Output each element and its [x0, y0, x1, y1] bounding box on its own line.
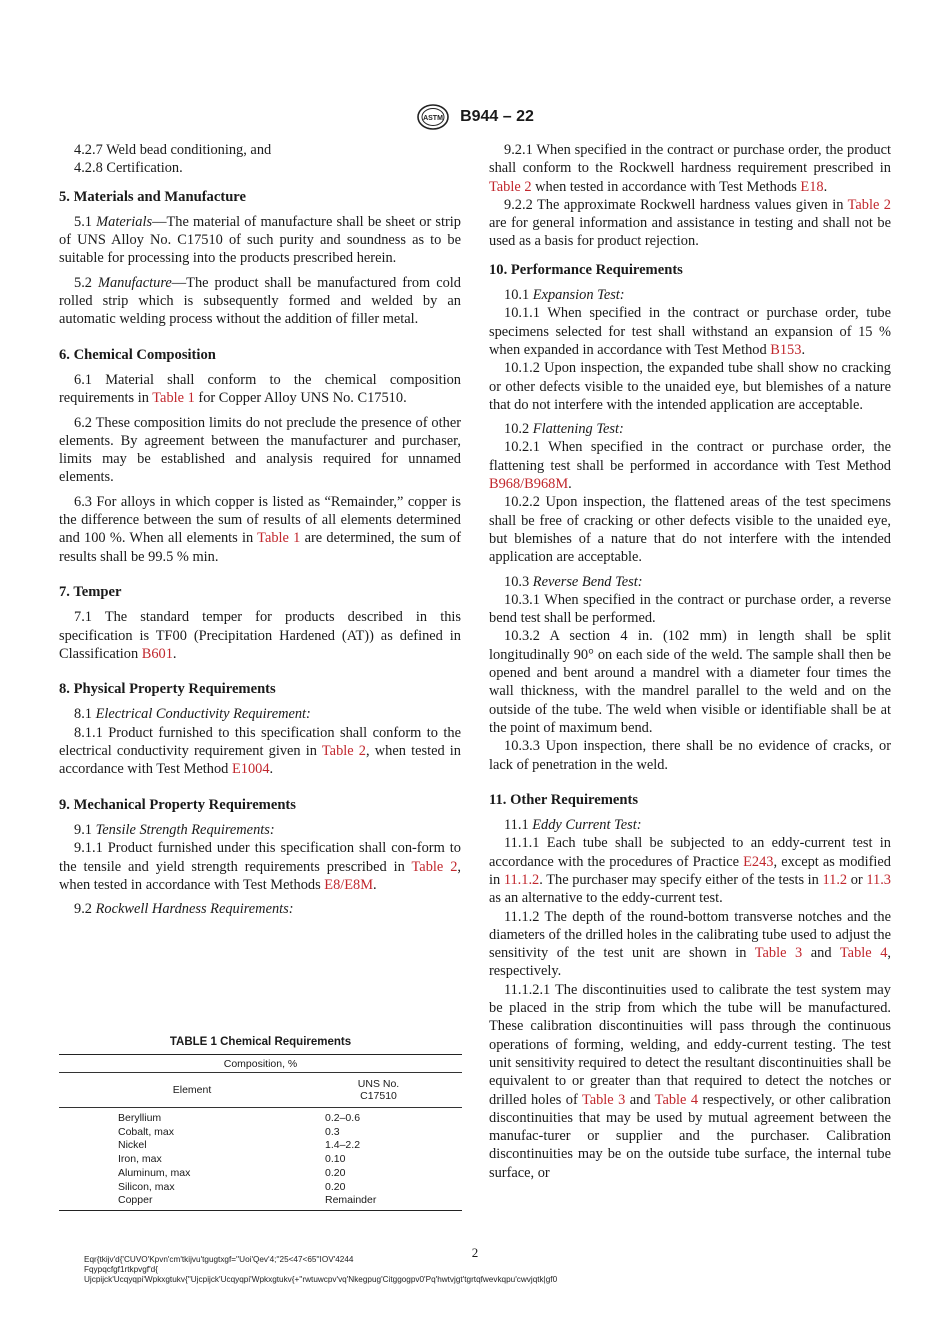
clause-11-1-2-1: 11.1.2.1 The discontinuities used to calibrate the test system may be placed in the strip from which the tube will be manufactured. These calibration discontinuities will pass through the continuous operations of forming, welding, and eddy-current testing. The test unit sensitivity required to detect the resultant discontinuities shall be equivalent to or greater than that required to detect the notches or drilled holes of Table 3 and Table 4 respectively, or other calibration discontinuities that may be used by mutual agreement between the manufac-turer or supplier and the purchaser. Calibration discontinuities may be on the outside tube surface, the internal tube surface, or	[489, 981, 892, 1181]
element-cell: Iron, max	[118, 1153, 162, 1166]
element-cell: Copper	[118, 1194, 153, 1207]
table-1-title: TABLE 1 Chemical Requirements	[169, 1036, 352, 1048]
table-2-link[interactable]: Table 2	[411, 858, 458, 875]
license-footer	[84, 1255, 884, 1285]
right-column	[489, 141, 891, 1182]
clause-10-3-3: 10.3.3 Upon inspection, there shall be no evidence of cracks, or lack of penetration in the weld.	[489, 738, 891, 773]
element-column-header: Element	[172, 1084, 212, 1096]
table-row	[59, 1112, 462, 1126]
value-cell: Remainder	[325, 1194, 377, 1207]
table-row	[59, 1194, 462, 1208]
document-designation: B944 – 22	[460, 108, 534, 125]
clause-7-1: 7.1 The standard temper for products described in this specification is TF00 (Precipitation Hardened (AT)) as defined in Classification B601.	[59, 609, 461, 662]
value-cell: 0.10	[325, 1153, 346, 1166]
clause-4-2-8: 4.2.8 Certification.	[74, 160, 183, 177]
clause-8-1-1: 8.1.1 Product furnished to this specification shall conform to the electrical conductivity requirement given in Table 2, when tested in accordance with Test Method E1004.	[59, 724, 462, 778]
clause-11-1: 11.1 Eddy Current Test:	[504, 817, 642, 834]
table-2-link[interactable]: Table 2	[489, 178, 532, 195]
clause-10-1: 10.1 Expansion Test:	[504, 287, 625, 304]
section-8-heading: 8. Physical Property Requirements	[59, 681, 276, 698]
section-5-heading: 5. Materials and Manufacture	[59, 188, 246, 205]
table-row	[59, 1167, 462, 1181]
element-cell: Silicon, max	[118, 1180, 175, 1193]
table-2-link[interactable]: Table 2	[847, 196, 891, 213]
section-7-heading: 7. Temper	[59, 583, 122, 600]
element-cell: Aluminum, max	[118, 1166, 191, 1179]
uns-column-header: UNS No. C17510	[357, 1078, 400, 1102]
clause-8-1: 8.1 Electrical Conductivity Requirement:	[74, 706, 311, 723]
table-body	[59, 1108, 462, 1211]
composition-header: Composition, %	[59, 1055, 462, 1073]
value-cell: 0.20	[325, 1180, 346, 1193]
clause-6-2: 6.2 These composition limits do not preclude the presence of other elements. By agreement between the manufacturer and purchaser, limits may be established and analysis required for unnamed elements.	[59, 414, 461, 486]
e18-link[interactable]: E18	[800, 178, 824, 195]
element-cell: Beryllium	[118, 1112, 162, 1124]
clause-11-1-2: 11.1.2 The depth of the round-bottom transverse notches and the diameters of the drilled holes in the calibrating tube used to adjust the sensitivity of the test unit are shown in Table 3 and Table 4, respectively.	[489, 908, 892, 980]
clause-9-2: 9.2 Rockwell Hardness Requirements:	[74, 901, 294, 918]
e243-link[interactable]: E243	[743, 853, 774, 870]
table-2-link[interactable]: Table 2	[321, 743, 366, 760]
element-cell: Nickel	[118, 1139, 147, 1152]
clause-10-2: 10.2 Flattening Test:	[504, 421, 624, 438]
clause-5-2: 5.2 Manufacture—The product shall be manufactured from cold rolled strip which is subsequently formed and welded by an automatic welding process without the addition of filler metal.	[59, 274, 461, 328]
section-10-heading: 10. Performance Requirements	[489, 261, 683, 278]
b968-link[interactable]: B968/B968M	[489, 476, 569, 493]
table-row	[59, 1153, 462, 1167]
footer-line-1: Eqr{tkijv'd{'CUVO'Kpvn'cm'tkijvu'tgugtxgf=''Uoi'Qev'4;''25<47<65''IOV'4244	[84, 1255, 354, 1264]
b601-link[interactable]: B601	[141, 645, 173, 662]
clause-10-3: 10.3 Reverse Bend Test:	[504, 573, 643, 590]
table-row	[59, 1139, 462, 1153]
page-number: 2	[471, 1245, 479, 1260]
value-cell: 0.2–0.6	[325, 1112, 361, 1124]
clause-6-1: 6.1 Material shall conform to the chemical composition requirements in Table 1 for Copper Alloy UNS No. C17510.	[59, 371, 461, 407]
clause-6-3: 6.3 For alloys in which copper is listed as “Remainder,” copper is the difference between the sum of results of all elements determined and 100 %. When all elements in Table 1 are determined, the sum of results shall be 99.5 % min.	[59, 493, 461, 565]
table-3-link[interactable]: Table 3	[581, 1091, 626, 1108]
table-1	[59, 1036, 462, 1211]
clause-9-1-1: 9.1.1 Product furnished under this specification shall con-form to the tensile and yield strength requirements prescribed in Table 2, when tested in accordance with Test Methods E8/E8M.	[59, 840, 462, 893]
table-header-row	[59, 1073, 462, 1108]
clause-11-1-1: 11.1.1 Each tube shall be subjected to an eddy-current test in accordance with the procedures of Practice E243, except as modified in 11.1.2. The purchaser may specify either of the tests in 11.2 or 11.3 as an alternative to the eddy-current test.	[489, 835, 891, 907]
astm-logo-text: ASTM	[423, 115, 443, 122]
value-cell: 0.3	[325, 1125, 340, 1138]
clause-9-2-2: 9.2.2 The approximate Rockwell hardness values given in Table 2 are for general information and assistance in testing and shall not be used as a basis for product rejection.	[489, 196, 891, 250]
b153-link[interactable]: B153	[770, 341, 802, 358]
value-cell: 1.4–2.2	[325, 1139, 361, 1152]
table-row	[59, 1126, 462, 1140]
clause-10-3-1: 10.3.1 When specified in the contract or purchase order, a reverse bend test shall be performed.	[489, 591, 891, 627]
clause-9-1: 9.1 Tensile Strength Requirements:	[74, 821, 275, 838]
footer-line-3: Ujcpijck'Ucqyqpi'Wpkxgtukv{''Ujcpijck'Ucqyqpi'Wpkxgtukv{+''rwtuwcpv'vq'Nkegpug'Citggogpv0'Pq'hwtvjgt'tgrtqfwevkqpu'cwvjqtk|gf0	[84, 1275, 558, 1284]
e1004-link[interactable]: E1004	[231, 761, 270, 778]
clause-11-1-2-link[interactable]: 11.1.2	[503, 871, 540, 888]
table-3-link[interactable]: Table 3	[754, 945, 803, 962]
clause-5-1: 5.1 Materials—The material of manufacture shall be sheet or strip of UNS Alloy No. C17510 of such purity and soundness as to be suitable for processing into the products prescribed herein.	[59, 213, 461, 267]
table-4-link[interactable]: Table 4	[654, 1091, 699, 1108]
clause-10-1-2: 10.1.2 Upon inspection, the expanded tube shall show no cracking or other defects visible to the unaided eye, but blemishes of a nature that do not interfere with the intended application are acceptable.	[489, 360, 891, 413]
table-row	[59, 1181, 462, 1195]
value-cell: 0.20	[325, 1166, 346, 1179]
page-header	[0, 103, 950, 131]
table-4-link[interactable]: Table 4	[839, 945, 888, 962]
clause-10-1-1: 10.1.1 When specified in the contract or purchase order, tube specimens selected for test shall withstand an expansion of 15 % when expanded in accordance with Test Method B153.	[489, 305, 891, 358]
left-column	[59, 141, 461, 918]
e8-e8m-link[interactable]: E8/E8M	[324, 876, 374, 893]
clause-10-2-1: 10.2.1 When specified in the contract or purchase order, the flattening test shall be performed in accordance with Test Method B968/B968M.	[489, 439, 891, 493]
astm-logo-icon	[416, 103, 450, 131]
clause-11-3-link[interactable]: 11.3	[866, 871, 891, 888]
clause-4-2-7: 4.2.7 Weld bead conditioning, and	[74, 142, 272, 158]
element-cell: Cobalt, max	[118, 1125, 175, 1138]
clause-10-2-2: 10.2.2 Upon inspection, the flattened areas of the test specimens shall be free of cracking or other defects visible to the unaided eye, but blemishes of a nature that do not interfere with the intended application are acceptable.	[489, 494, 891, 566]
clause-10-3-2: 10.3.2 A section 4 in. (102 mm) in length shall be split longitudinally 90° on each side of the weld. The sample shall then be opened and bent around a mandrel with a diameter four times the wall thickness, with the mandrel parallel to the weld and on the outside of the tube. The weld when visible or identifiable shall be at the point of maximum bend.	[489, 628, 891, 736]
section-6-heading: 6. Chemical Composition	[59, 346, 216, 363]
section-11-heading: 11. Other Requirements	[489, 791, 639, 808]
table-1-link[interactable]: Table 1	[152, 390, 195, 407]
footer-line-2: Fqypqcfgf1rtkpvgf'd{	[84, 1265, 158, 1274]
table-1-link[interactable]: Table 1	[257, 530, 301, 547]
section-9-heading: 9. Mechanical Property Requirements	[59, 796, 296, 813]
clause-9-2-1: 9.2.1 When specified in the contract or purchase order, the product shall conform to the Rockwell hardness requirement prescribed in Table 2 when tested in accordance with Test Methods E18.	[489, 142, 891, 195]
clause-11-2-link[interactable]: 11.2	[822, 871, 848, 888]
